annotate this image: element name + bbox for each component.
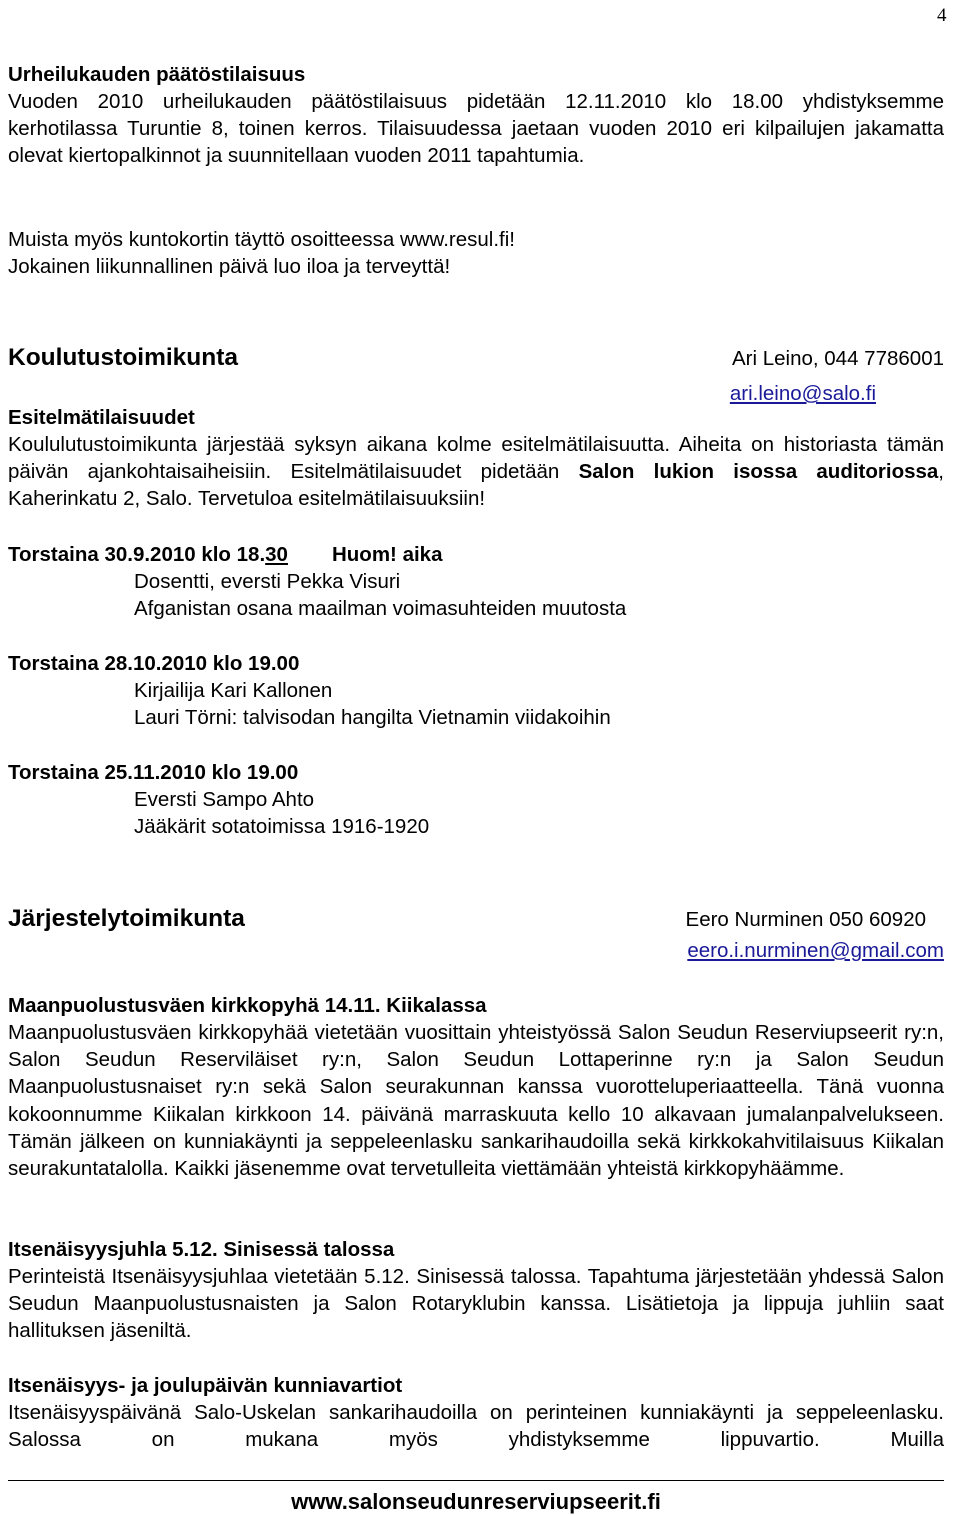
urheilu-paragraph: Vuoden 2010 urheilukauden päätöstilaisuus pidetään 12.11.2010 klo 18.00 yhdistyksemme kerhotilassa Turuntie 8, toinen kerros. Tilaisuudessa jaetaan vuoden 2010 eri kilpailujen jakamatta olevat kiertopalkinnot ja suunnitellaan vuoden 2011 tapahtumia. <box>8 90 944 168</box>
kunniavartiot-paragraph: Itsenäisyyspäivänä Salo-Uskelan sankarihaudoilla on perinteinen kunniakäynti ja seppeleenlasku. Salossa on mukana myös yhdistyksemme lippuvartio. Muilla <box>8 1401 944 1452</box>
event-1-speaker: Dosentti, eversti Pekka Visuri <box>134 570 401 593</box>
koulutus-intro-text-a: Koululutustoimikunta järjestää syksyn aikana kolme esitelmätilaisuutta. Aiheita on historiasta tämän päivän ajankohtaisaiheisiin. Esitelmätilaisuudet pidetään <box>8 433 944 484</box>
jarjestely-header <box>8 905 944 933</box>
koulutus-email-link[interactable]: ari.leino@salo.fi <box>729 382 876 405</box>
event-3-date: Torstaina 25.11.2010 klo 19.00 <box>8 761 299 784</box>
page-number: 4 <box>937 5 947 26</box>
event-3-speaker: Eversti Sampo Ahto <box>134 788 315 811</box>
footer-divider <box>8 1480 944 1481</box>
urheilu-title: Urheilukauden päätöstilaisuus <box>8 63 306 86</box>
itsenaisyysjuhla-paragraph: Perinteistä Itsenäisyysjuhlaa vietetään 5.12. Sinisessä talossa. Tapahtuma järjestetään yhdessä Salon Seudun Maanpuolustusnaisten ja Salon Rotaryklubin kanssa. Lisätietoja ja lippuja juhliin saat hallituksen jäseniltä. <box>8 1265 944 1343</box>
event-1-note: Huom! aika <box>331 543 443 566</box>
koulutus-contact: Ari Leino, 044 7786001 <box>731 347 944 370</box>
jarjestely-email-link[interactable]: eero.i.nurminen@gmail.com <box>687 939 944 962</box>
koulutus-subtitle: Esitelmätilaisuudet <box>8 406 195 429</box>
jarjestely-email-row <box>8 937 944 964</box>
koulutus-intro <box>8 431 944 513</box>
koulutus-intro-venue: Salon lukion isossa auditoriossa <box>578 460 939 484</box>
event-1-date <box>8 541 944 568</box>
koulutus-intro-text-b: , Kaherinkatu 2, Salo. Tervetuloa esitelmätilaisuuksiin! <box>8 460 944 511</box>
event-2-speaker: Kirjailija Kari Kallonen <box>134 679 333 702</box>
itsenaisyysjuhla-title: Itsenäisyysjuhla 5.12. Sinisessä talossa <box>8 1238 395 1261</box>
koulutus-header <box>8 344 944 372</box>
event-1-topic: Afganistan osana maailman voimasuhteiden muutosta <box>134 597 627 620</box>
footer-website[interactable]: www.salonseudunreserviupseerit.fi <box>291 1489 661 1514</box>
urheilu-slogan-line: Jokainen liikunnallinen päivä luo iloa ja terveyttä! <box>8 255 451 278</box>
event-2-date: Torstaina 28.10.2010 klo 19.00 <box>8 652 300 675</box>
kirkkopyha-title: Maanpuolustusväen kirkkopyhä 14.11. Kiikalassa <box>8 994 487 1017</box>
event-2-topic: Lauri Törni: talvisodan hangilta Vietnamin viidakoihin <box>134 706 611 729</box>
kirkkopyha-paragraph: Maanpuolustusväen kirkkopyhää vietetään vuosittain yhteistyössä Salon Seudun Reserviupseerit ry:n, Salon Seudun Reserviläiset ry:n, Salon Seudun Lottaperinne ry:n ja Salon Seudun Maanpuolustusnaiset ry:n sekä Salon seurakunnan kanssa vuorotteluperiaatteella. Tänä vuonna kokoonnumme Kiikalan kirkkoon 14. päivänä marraskuuta kello 10 alkavaan jumalanpalvelukseen. Tämän jälkeen on kunniakäynti ja seppeleenlasku sankarihaudoilla sekä kirkkokahvitilaisuus Kiikalan seurakuntatalolla. Kaikki jäsenemme ovat tervetulleita viettämään yhteistä kirkkopyhäämme. <box>8 1021 944 1181</box>
jarjestely-contact: Eero Nurminen 050 60920 <box>685 908 926 931</box>
koulutus-title: Koulutustoimikunta <box>8 344 239 371</box>
jarjestely-title: Järjestelytoimikunta <box>8 905 245 932</box>
event-3-topic: Jääkärit sotatoimissa 1916-1920 <box>134 815 430 838</box>
event-1-time-underlined: 30 <box>265 543 288 566</box>
kunniavartiot-title: Itsenäisyys- ja joulupäivän kunniavartiot <box>8 1374 403 1397</box>
urheilu-reminder-line: Muista myös kuntokortin täyttö osoitteessa www.resul.fi! <box>8 228 516 251</box>
event-1-date-text: Torstaina 30.9.2010 klo 18. <box>8 543 266 566</box>
